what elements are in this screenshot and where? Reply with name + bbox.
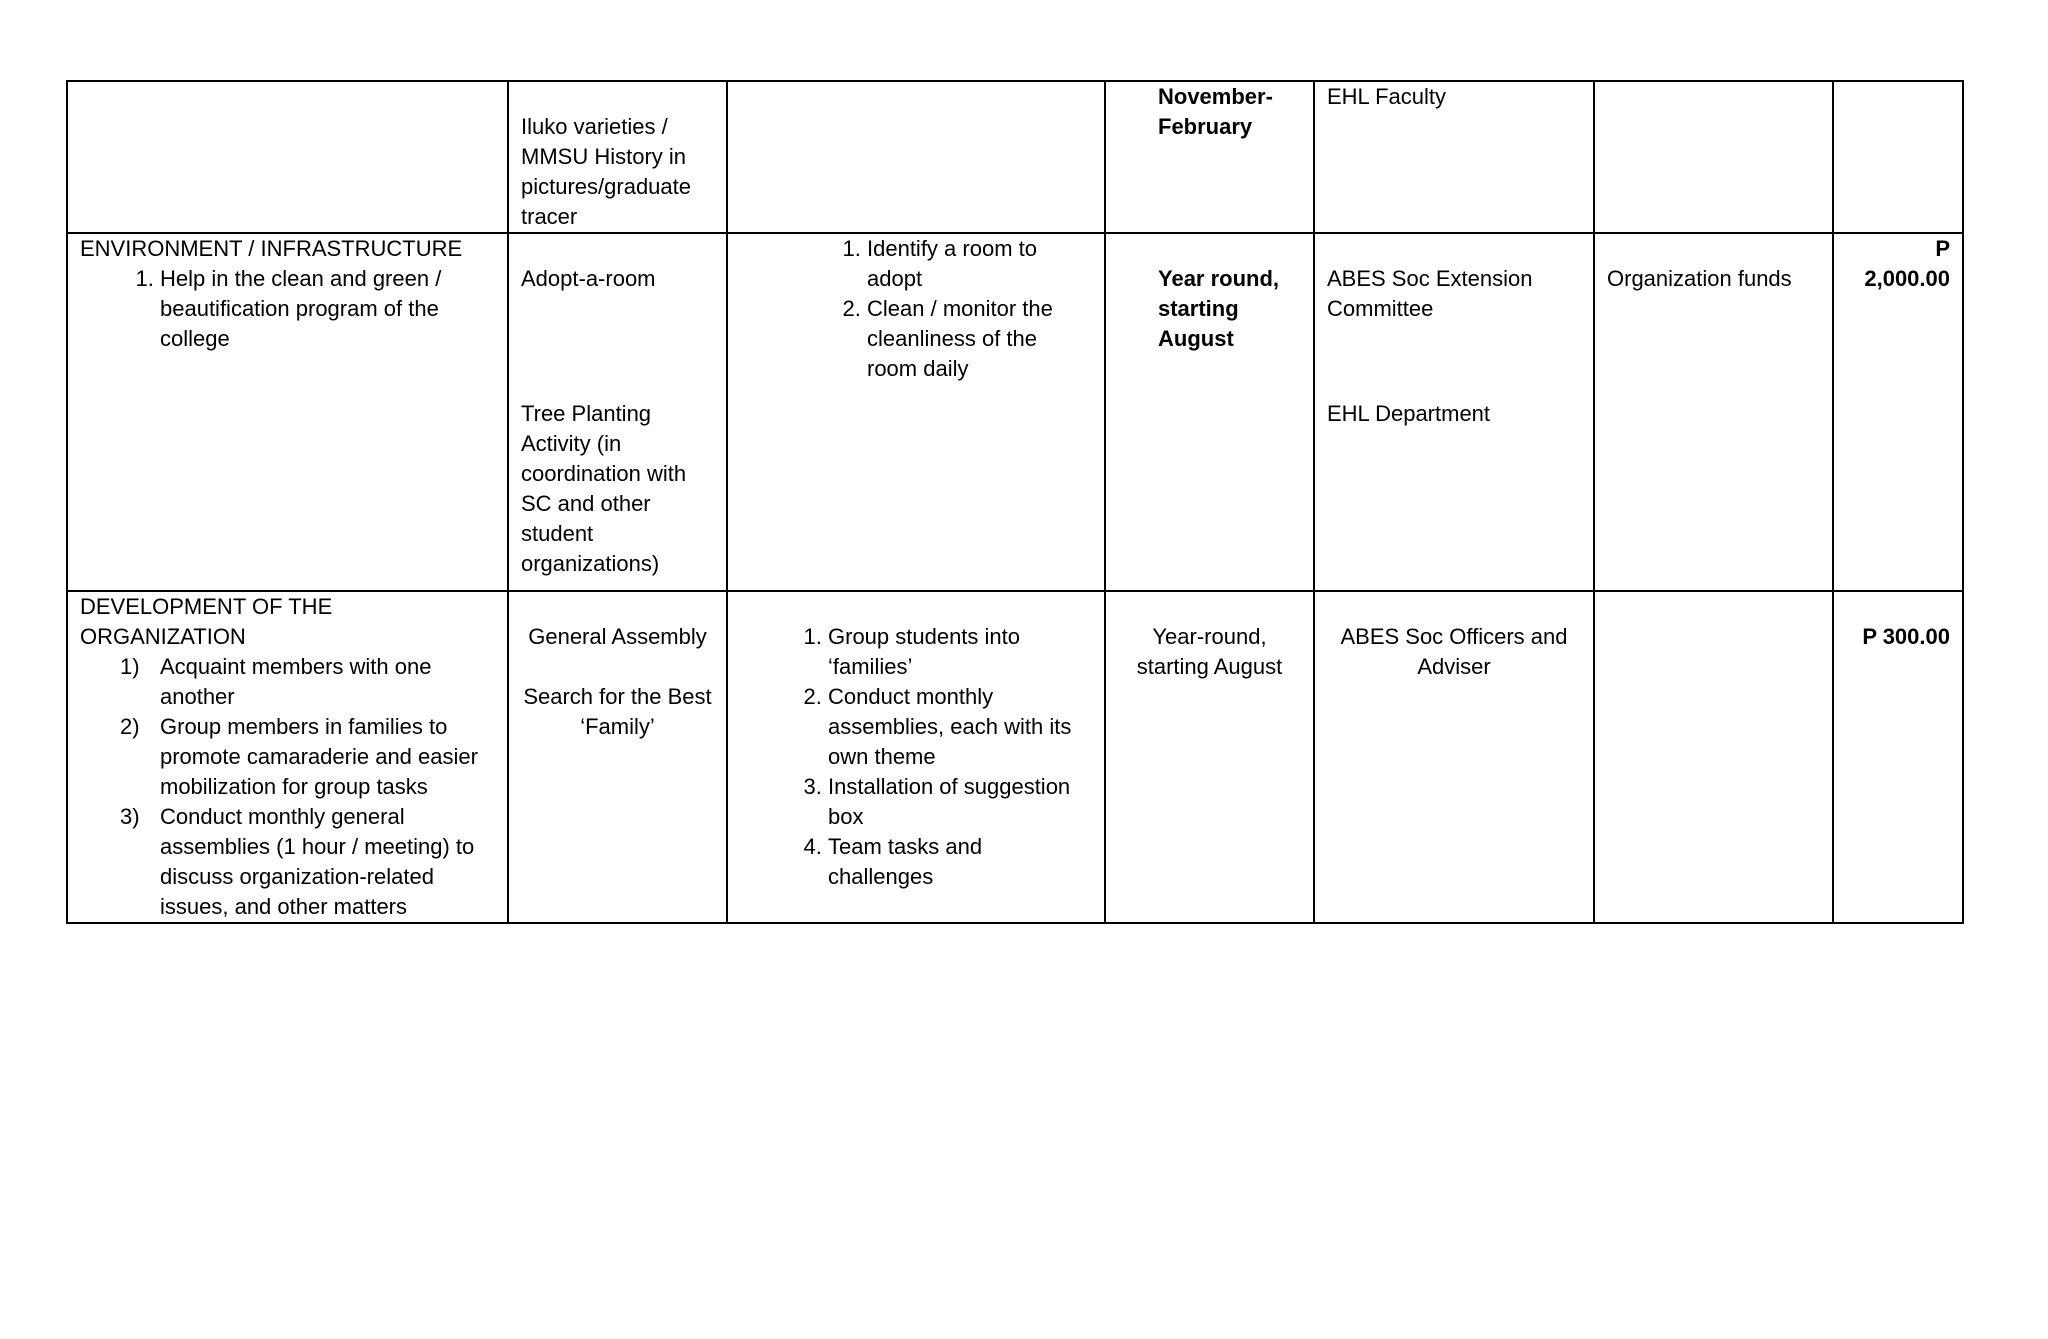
list-item: 2. Clean / monitor the cleanliness of the room daily: [867, 294, 1092, 384]
activity-cell: [727, 591, 1105, 923]
person-text: ABES Soc Extension Committee: [1327, 266, 1533, 321]
list-item: Acquaint members with one another: [160, 654, 432, 709]
plan-table: [66, 80, 1964, 924]
project-text: Iluko varieties / MMSU History in pictures/graduate tracer: [521, 114, 691, 229]
source-cell: [1594, 591, 1833, 923]
list-item: 2. Conduct monthly assemblies, each with its own theme: [828, 682, 1092, 772]
project-text: Tree Planting Activity (in coordination with SC and other student organizations): [521, 401, 687, 576]
budget-cell: [1833, 233, 1963, 591]
table-row: [67, 233, 1963, 591]
project-text: Adopt-a-room: [521, 266, 656, 291]
activity-list: [740, 622, 1092, 892]
list-item: 1. Help in the clean and green / beautification program of the college: [160, 264, 495, 354]
project-cell: [508, 233, 727, 591]
objective-heading: ENVIRONMENT / INFRASTRUCTURE: [80, 236, 463, 261]
person-text: EHL Faculty: [1327, 84, 1447, 109]
list-item: 4. Team tasks and challenges: [828, 832, 1092, 892]
list-item: 3. Installation of suggestion box: [828, 772, 1092, 832]
objective-heading: DEVELOPMENT OF THE ORGANIZATION: [80, 594, 333, 649]
timeframe-text: Year-round, starting August: [1136, 624, 1283, 679]
persons-cell: [1314, 233, 1594, 591]
list-item: 1. Group students into ‘families’: [828, 622, 1092, 682]
table-row: [67, 81, 1963, 233]
objective-cell: [67, 81, 508, 233]
project-cell: [508, 591, 727, 923]
objective-list: [80, 652, 495, 922]
budget-cell: [1833, 81, 1963, 233]
timeframe-cell: [1105, 591, 1314, 923]
project-cell: [508, 81, 727, 233]
person-text: EHL Department: [1327, 401, 1491, 426]
timeframe-text: November-February: [1158, 84, 1273, 139]
table-row: [67, 591, 1963, 923]
list-item: Group members in families to promote camaraderie and easier mobilization for group tasks: [160, 714, 478, 799]
timeframe-cell: [1105, 233, 1314, 591]
timeframe-text: Year round, starting August: [1158, 266, 1280, 351]
project-text: Search for the Best ‘Family’: [523, 684, 712, 739]
source-text: Organization funds: [1607, 266, 1792, 291]
project-text: General Assembly: [528, 624, 707, 649]
source-cell: [1594, 81, 1833, 233]
budget-text: P 2,000.00: [1864, 236, 1950, 291]
activity-list: [740, 234, 1092, 384]
budget-cell: [1833, 591, 1963, 923]
budget-text: P 300.00: [1862, 624, 1950, 649]
list-item: 1. Identify a room to adopt: [867, 234, 1092, 294]
timeframe-cell: [1105, 81, 1314, 233]
persons-cell: [1314, 591, 1594, 923]
activity-cell: [727, 233, 1105, 591]
objective-cell: [67, 591, 508, 923]
person-text: ABES Soc Officers and Adviser: [1340, 624, 1568, 679]
source-cell: [1594, 233, 1833, 591]
persons-cell: [1314, 81, 1594, 233]
objective-list: [80, 264, 495, 354]
activity-cell: [727, 81, 1105, 233]
list-item: Conduct monthly general assemblies (1 hour / meeting) to discuss organization-related issues, and other matters: [160, 804, 475, 919]
objective-cell: [67, 233, 508, 591]
